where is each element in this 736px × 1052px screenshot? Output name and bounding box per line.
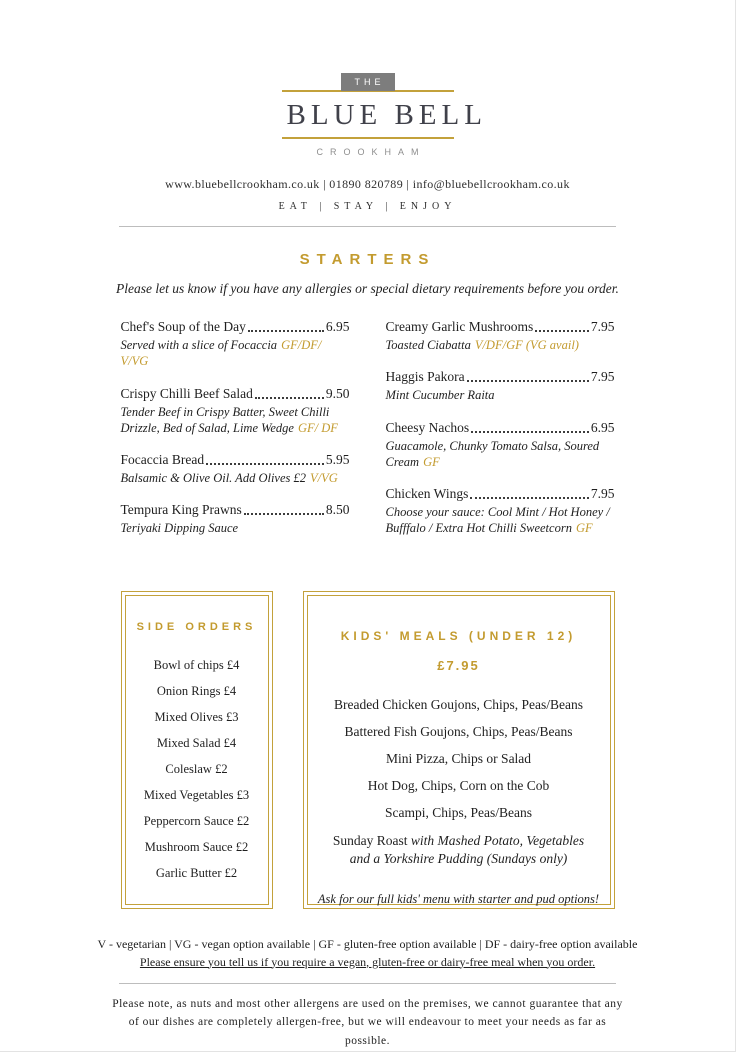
starters-left-column — [121, 319, 350, 553]
item-description — [386, 438, 615, 471]
side-order-item: Mixed Olives £3 — [154, 709, 239, 724]
side-orders-list — [126, 658, 268, 881]
item-name: Chef's Soup of the Day — [120, 319, 246, 334]
item-name: Haggis Pakora — [385, 369, 465, 385]
menu-item-chilli-beef — [121, 386, 350, 437]
sunday-roast-desc: with Mashed Potato, Vegetables and a Yorkshire Pudding (Sundays only) — [349, 832, 585, 866]
kids-meal-item: Hot Dog, Chips, Corn on the Cob — [367, 777, 550, 793]
logo-name: BLUE BELL — [286, 99, 487, 131]
dot-leader — [468, 486, 591, 502]
sunday-roast-name: Sunday Roast — [332, 832, 408, 848]
menu-item-focaccia — [121, 452, 350, 486]
item-desc-text: Choose your sauce: Cool Mint / Hot Honey / Bufffalo / Extra Hot Chilli Sweetcorn — [385, 505, 610, 536]
item-desc-text: Tender Beef in Crispy Batter, Sweet Chilli Drizzle, Bed of Salad, Lime Wedge — [120, 404, 330, 435]
kids-meals-box — [303, 591, 615, 909]
item-desc-text: Guacamole, Chunky Tomato Salsa, Soured Cream — [385, 438, 600, 469]
item-desc-text: Toasted Ciabatta — [385, 338, 471, 352]
kids-meals-heading: KIDS' MEALS (UNDER 12) — [340, 628, 577, 643]
item-desc-text: Mint Cucumber Raita — [385, 388, 495, 403]
item-line — [386, 486, 615, 502]
kids-menu-footnote: Ask for our full kids' menu with starter and pud options! — [317, 891, 600, 906]
side-order-item: Mixed Vegetables £3 — [143, 787, 250, 802]
menu-item-haggis-pakora — [386, 369, 615, 403]
item-line — [386, 420, 615, 436]
dietary-legend: V - vegetarian | VG - vegan option available | GF - gluten-free option available | DF - dairy-free option available — [97, 936, 638, 951]
side-order-item: Bowl of chips £4 — [153, 657, 240, 672]
divider-top — [119, 226, 616, 227]
item-price: 9.50 — [325, 385, 350, 401]
dot-leader — [253, 386, 326, 402]
item-description — [121, 404, 350, 437]
item-description — [121, 520, 350, 536]
item-description — [121, 470, 350, 486]
menu-item-chicken-wings — [386, 486, 615, 537]
allergy-note: Please let us know if you have any allergies or special dietary requirements before you order. — [116, 281, 619, 296]
dietary-codes: V/VG — [310, 471, 338, 485]
kids-meals-price: £7.95 — [437, 657, 480, 673]
dot-leader — [465, 369, 591, 385]
item-price: 6.95 — [590, 419, 615, 435]
dot-leader — [533, 319, 591, 335]
dietary-codes: GF/ DF — [297, 420, 338, 435]
dietary-codes: GF — [575, 521, 593, 536]
kids-meal-item: Breaded Chicken Goujons, Chips, Peas/Beans — [334, 696, 583, 712]
item-desc-text: Served with a slice of Focaccia — [120, 338, 278, 352]
dietary-codes: V/DF/GF (VG avail) — [474, 338, 579, 352]
divider-bottom — [119, 983, 616, 984]
item-name: Creamy Garlic Mushrooms — [385, 319, 534, 334]
item-desc-text: Balsamic & Olive Oil. Add Olives £2 — [120, 471, 307, 485]
starters-right-column — [386, 319, 615, 553]
item-name: Crispy Chilli Beef Salad — [120, 385, 253, 401]
item-description — [386, 504, 615, 537]
item-name: Chicken Wings — [385, 486, 469, 501]
side-order-item: Garlic Butter £2 — [155, 865, 238, 880]
item-description — [121, 337, 350, 370]
item-name: Tempura King Prawns — [120, 502, 242, 518]
item-desc-text: Teriyaki Dipping Sauce — [120, 521, 239, 536]
item-line — [386, 319, 615, 335]
item-price: 5.95 — [325, 452, 350, 467]
kids-meals-inner — [307, 595, 611, 905]
item-line — [121, 502, 350, 518]
logo-location: CROOKHAM — [316, 147, 426, 157]
side-order-item: Mushroom Sauce £2 — [144, 839, 249, 854]
allergen-note: Please note, as nuts and most other allergens are used on the premises, we cannot guarantee that any of our dishes are completely allergen-free, but we will endeavour to meet your needs as far as possible. — [112, 997, 623, 1048]
menu-item-garlic-mushrooms — [386, 319, 615, 353]
menu-item-tempura-prawns — [121, 502, 350, 536]
tagline: EAT | STAY | ENJOY — [278, 201, 457, 212]
side-orders-heading: SIDE ORDERS — [136, 620, 257, 633]
side-orders-box — [121, 591, 273, 909]
item-price: 7.95 — [590, 369, 615, 385]
side-order-item: Onion Rings £4 — [156, 683, 237, 698]
item-price: 7.95 — [590, 319, 615, 334]
dietary-codes: GF — [423, 454, 440, 469]
starters-columns — [121, 319, 615, 553]
item-description — [386, 387, 615, 403]
dietary-notice: Please ensure you tell us if you require a vegan, gluten-free or dairy-free meal when you order. — [139, 954, 596, 969]
item-description — [386, 337, 615, 353]
kids-meal-item: Battered Fish Goujons, Chips, Peas/Beans — [344, 723, 573, 739]
kids-meal-item-sunday-roast — [308, 832, 610, 868]
side-order-item: Peppercorn Sauce £2 — [143, 813, 250, 828]
item-price: 7.95 — [590, 486, 615, 501]
item-line — [121, 319, 350, 335]
side-order-item: Coleslaw £2 — [165, 761, 228, 776]
side-order-item: Mixed Salad £4 — [156, 735, 237, 750]
dot-leader — [469, 420, 591, 436]
item-line — [386, 369, 615, 385]
dot-leader — [246, 319, 326, 335]
logo-the-badge: THE — [341, 73, 395, 91]
kids-meals-list — [308, 697, 610, 868]
kids-meal-item: Mini Pizza, Chips or Salad — [385, 750, 532, 766]
menu-item-soup — [121, 319, 350, 370]
dot-leader — [204, 452, 326, 468]
item-price: 6.95 — [325, 319, 350, 334]
boxed-sections — [121, 591, 615, 909]
item-name: Cheesy Nachos — [385, 419, 470, 435]
menu-item-cheesy-nachos — [386, 420, 615, 471]
kids-meal-item: Scampi, Chips, Peas/Beans — [385, 804, 532, 820]
dietary-codes: GF/DF/ V/VG — [120, 338, 322, 369]
dot-leader — [242, 502, 326, 518]
starters-heading: STARTERS — [299, 251, 436, 268]
side-orders-inner — [125, 595, 269, 905]
item-line — [121, 452, 350, 468]
item-price: 8.50 — [325, 502, 350, 518]
logo — [282, 0, 487, 157]
contact-line: www.bluebellcrookham.co.uk | 01890 820789 | info@bluebellcrookham.co.uk — [165, 177, 570, 191]
item-line — [121, 386, 350, 402]
item-name: Focaccia Bread — [120, 452, 205, 467]
